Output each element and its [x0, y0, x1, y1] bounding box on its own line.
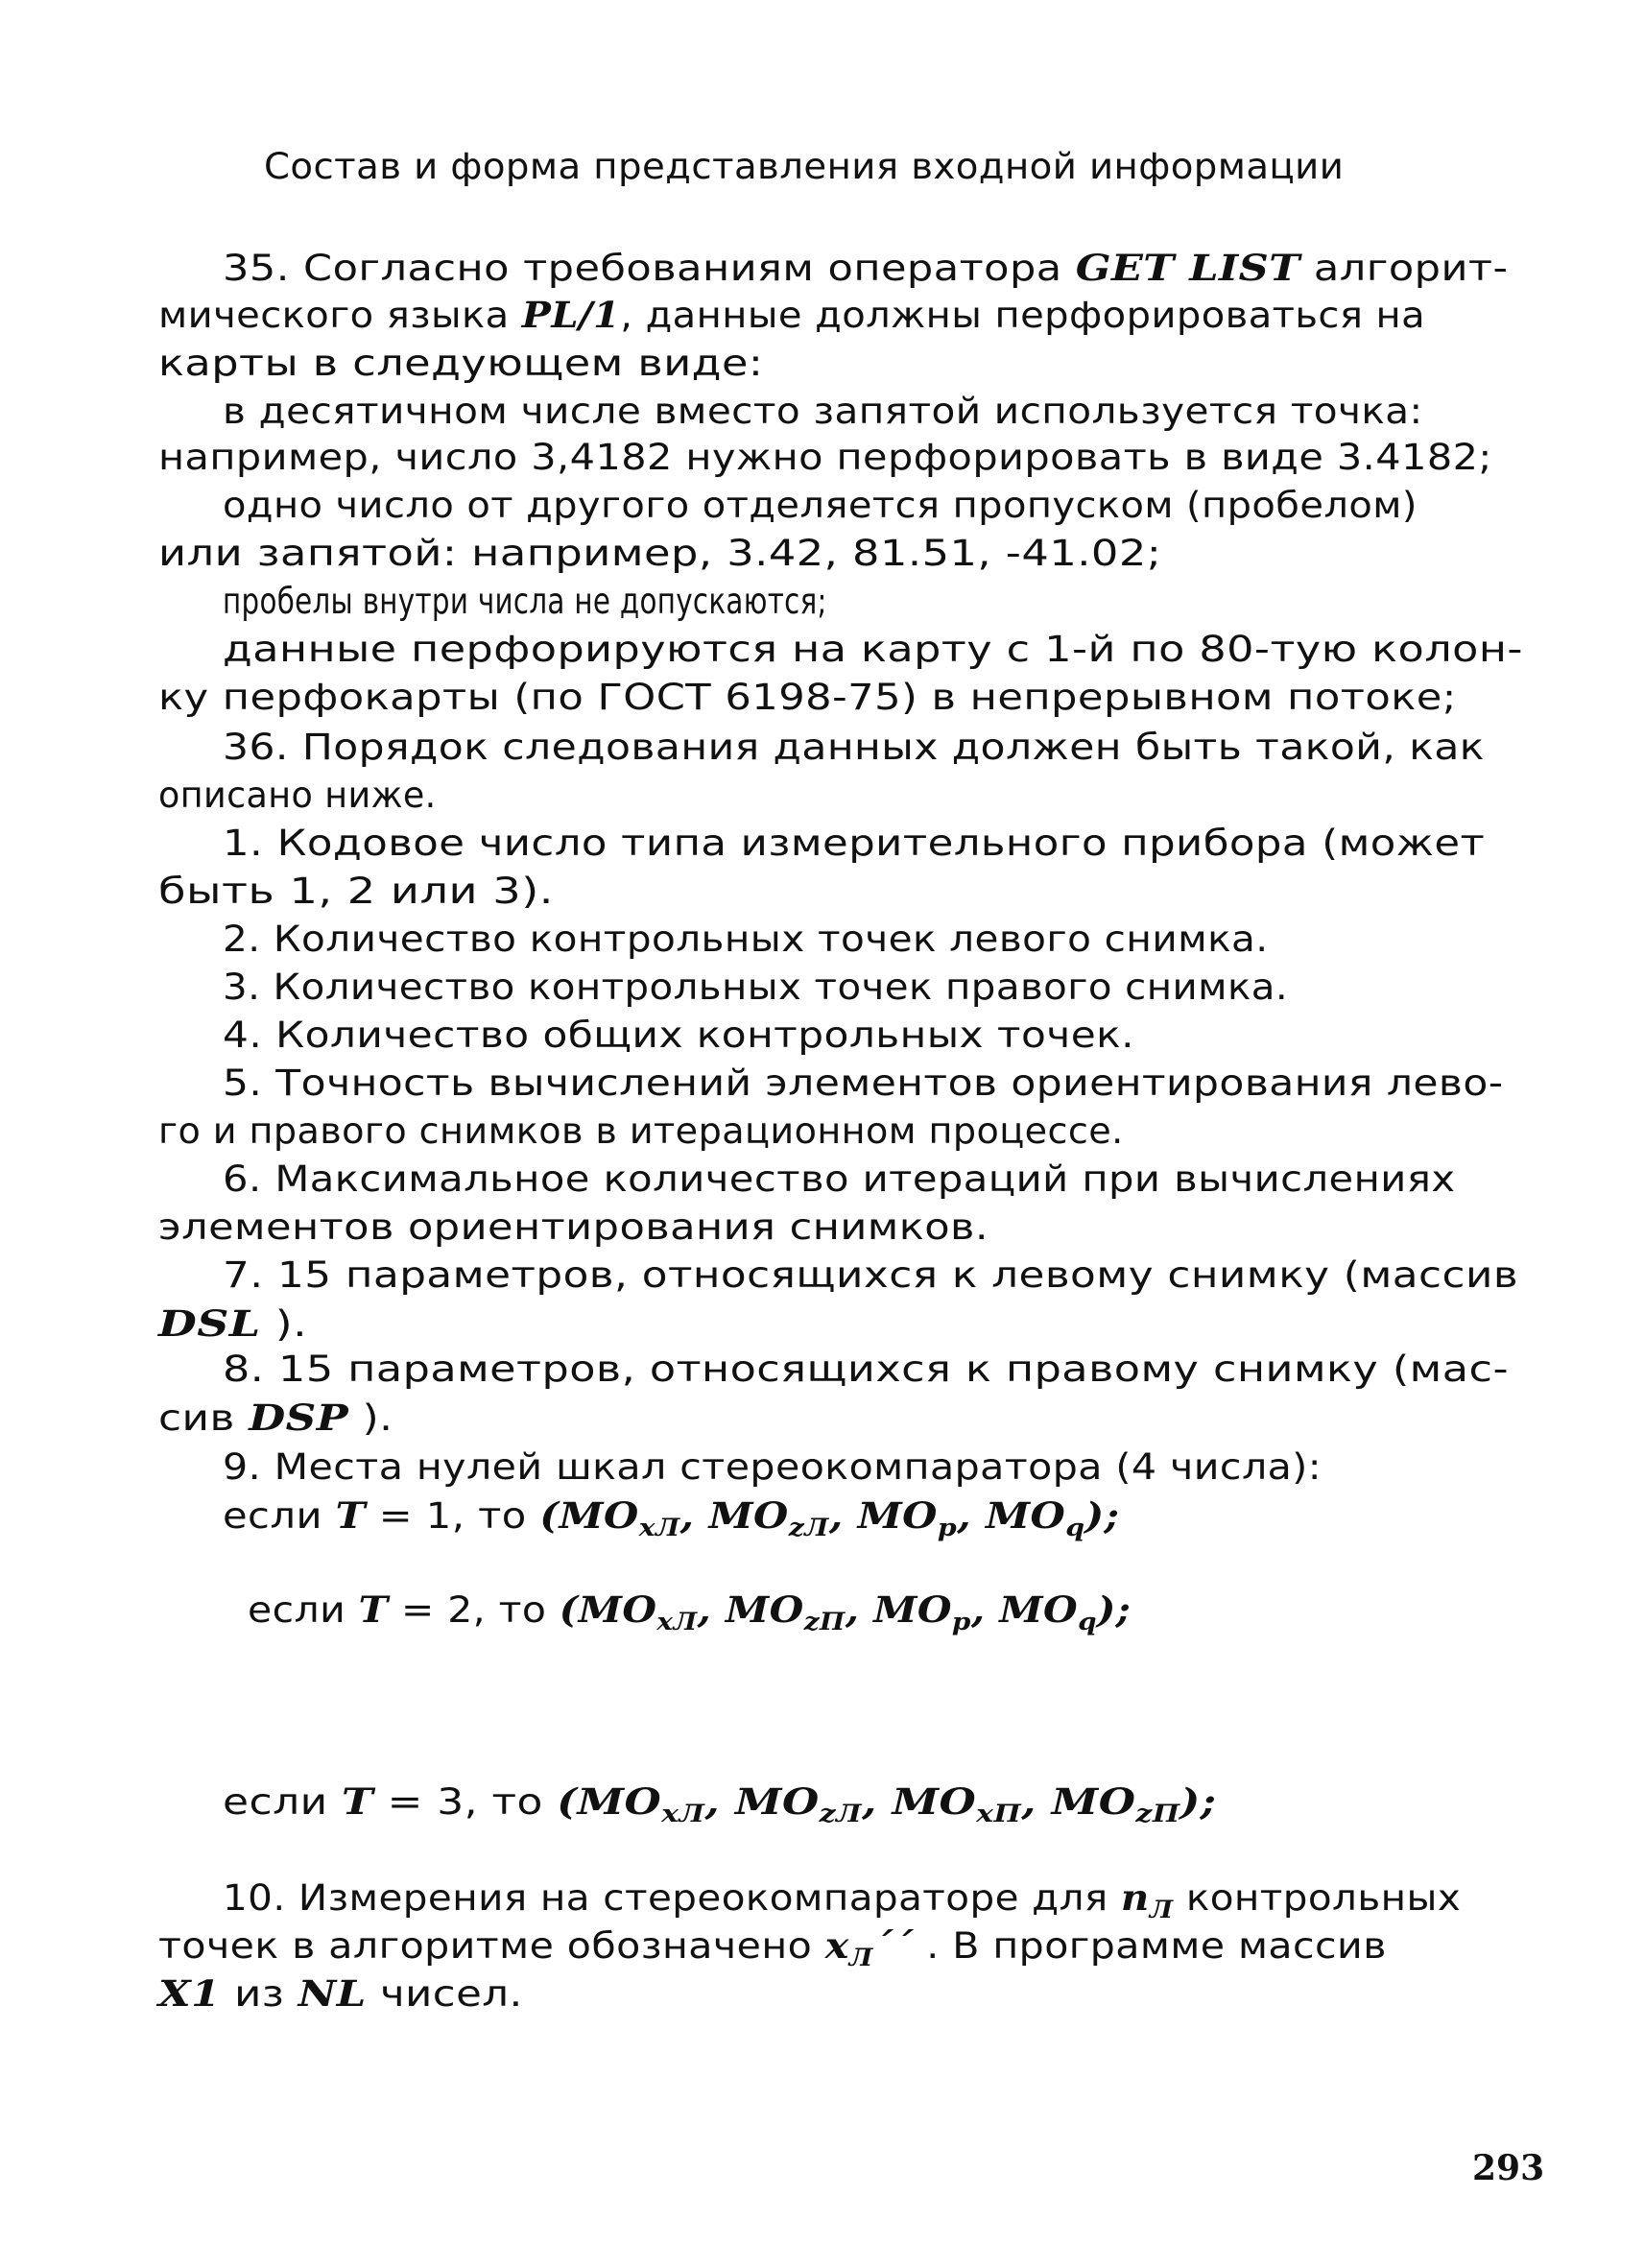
italic-text: x [824, 1924, 849, 1967]
text-line [223, 821, 1485, 867]
text-run: или запятой: например, 3.42, 81.51, -41.02; [158, 533, 1162, 574]
italic-text: X1 [158, 1972, 221, 2015]
text-line [158, 1395, 393, 1442]
text-line [223, 1157, 1455, 1203]
text-line [223, 627, 1523, 673]
text-run: 7. 15 параметров, относящихся к левому снимку (массив [223, 1254, 1519, 1296]
italic-text: NL [298, 1972, 367, 2015]
text-run: быть 1, 2 или 3). [158, 871, 554, 912]
text-line [223, 1444, 1322, 1491]
subscript-text: Л [848, 1943, 873, 1972]
text-run: 2. Количество контрольных точек левого снимка. [223, 919, 1269, 960]
text-run: 4. Количество общих контрольных точек. [223, 1015, 1135, 1056]
text-run: из [220, 1973, 298, 2015]
text-line [223, 1492, 1119, 1550]
italic-text: (MO [557, 1780, 662, 1823]
text-run: 3. Количество контрольных точек правого снимка. [223, 967, 1289, 1008]
subscript-text: q [1078, 1607, 1097, 1636]
text-run: 36. Порядок следования данных должен быть такой, как [223, 727, 1485, 768]
text-run: 6. Максимальное количество итераций при вычислениях [223, 1158, 1456, 1200]
text-run: точек в алгоритме обозначено [158, 1925, 825, 1967]
text-line [158, 1970, 523, 2017]
text-run: 1. Кодовое число типа измерительного прибора (может [223, 823, 1486, 864]
text-run: пробелы внутри числа не допускаются; [223, 581, 827, 622]
text-run: описано ниже. [158, 775, 437, 816]
text-line [158, 773, 437, 819]
italic-text: , MO [970, 1588, 1079, 1631]
subscript-text: zП [1135, 1799, 1180, 1828]
text-run: алгорит- [1299, 248, 1509, 289]
italic-text: T [335, 1494, 367, 1537]
text-run: = 2, то [388, 1589, 560, 1631]
text-run: = 3, то [373, 1781, 558, 1823]
italic-text: , MO [1021, 1780, 1136, 1823]
subscript-text: q [1065, 1513, 1085, 1542]
text-run: 35. Согласно требованиям оператора [223, 248, 1076, 289]
text-line [223, 917, 1269, 963]
italic-text: n [1120, 1876, 1150, 1919]
italic-text: , MO [957, 1494, 1066, 1537]
text-run: в десятичном числе вместо запятой используется точка: [223, 391, 1423, 432]
italic-text: , MO [697, 1588, 804, 1631]
text-run: карты в следующем виде: [158, 343, 764, 384]
subscript-text: zП [803, 1607, 846, 1636]
subscript-text: p [951, 1607, 971, 1636]
text-run: чисел. [366, 1973, 523, 2015]
text-run: если [223, 1781, 343, 1823]
text-line [158, 292, 1425, 339]
text-line [248, 1587, 1131, 1644]
italic-text: GET LIST [1075, 247, 1300, 289]
text-line [158, 675, 1457, 721]
italic-text: ); [1096, 1588, 1132, 1631]
text-run: , данные должны перфорироваться на [620, 295, 1426, 336]
text-run: . В программе массив [913, 1925, 1387, 1967]
italic-text: , MO [845, 1588, 952, 1631]
italic-text: ); [1179, 1780, 1217, 1823]
text-line [158, 1205, 989, 1251]
text-run: если [223, 1495, 336, 1537]
subscript-text: xЛ [661, 1799, 705, 1828]
text-line [223, 1013, 1134, 1059]
subscript-text: Л [1149, 1895, 1174, 1924]
text-run: ку перфокарты (по ГОСТ 6198-75) в непрерывном потоке; [158, 677, 1457, 718]
text-line [223, 245, 1508, 292]
italic-text: DSP [249, 1397, 349, 1439]
text-run: 9. Места нулей шкал стереокомпаратора (4 числа): [223, 1446, 1322, 1488]
text-run: данные перфорируются на карту с 1-й по 80-тую колон- [223, 629, 1523, 670]
text-run: 10. Измерения на стереокомпараторе для [223, 1877, 1121, 1919]
text-run: ). [348, 1397, 393, 1439]
italic-text: DSL [158, 1302, 261, 1345]
italic-text: , MO [861, 1780, 977, 1823]
text-line [158, 435, 1492, 481]
text-run: контрольных [1173, 1877, 1462, 1919]
text-run: = 1, то [366, 1495, 540, 1537]
text-run: сив [158, 1397, 250, 1439]
subscript-text: xЛ [638, 1513, 680, 1542]
text-run: элементов ориентирования снимков. [158, 1206, 989, 1248]
text-line [223, 725, 1485, 771]
subscript-text: zЛ [819, 1799, 862, 1828]
text-run: одно число от другого отделяется пропуском (пробелом) [223, 485, 1418, 526]
text-line [158, 531, 1161, 577]
italic-text: T [342, 1780, 374, 1823]
italic-text: (MO [559, 1588, 657, 1631]
page-number: 293 [1472, 2148, 1545, 2188]
text-line [158, 1301, 307, 1348]
text-line [223, 579, 827, 625]
text-run: ). [260, 1303, 308, 1345]
italic-text: , MO [828, 1494, 938, 1537]
text-line [223, 483, 1418, 529]
italic-text: , MO [679, 1494, 789, 1537]
text-line [223, 1779, 1216, 1836]
italic-text: , MO [704, 1780, 820, 1823]
page-heading: Состав и форма представления входной информации [264, 146, 1345, 187]
subscript-text: zЛ [788, 1513, 829, 1542]
text-line [223, 1061, 1504, 1107]
italic-text: T [358, 1588, 389, 1631]
text-line [223, 389, 1423, 435]
text-line [223, 1347, 1509, 1393]
text-run: го и правого снимков в итерационном процессе. [158, 1110, 1124, 1152]
text-line [223, 1253, 1518, 1299]
text-run: 5. Точность вычислений элементов ориентирования лево- [223, 1062, 1504, 1104]
text-run: мического языка [158, 295, 522, 336]
text-line [158, 869, 554, 915]
italic-text: PL/1 [521, 294, 621, 336]
text-run: 8. 15 параметров, относящихся к правому снимку (мас- [223, 1349, 1509, 1390]
subscript-text: xЛ [656, 1607, 698, 1636]
italic-text: (MO [539, 1494, 639, 1537]
italic-text: ); [1084, 1494, 1120, 1537]
text-line [223, 965, 1288, 1011]
text-run: если [248, 1589, 359, 1631]
text-line [158, 341, 763, 387]
subscript-text: xП [976, 1799, 1022, 1828]
text-line [158, 1109, 1124, 1155]
subscript-text: p [937, 1513, 958, 1542]
text-run: например, число 3,4182 нужно перфорировать в виде 3.4182; [158, 437, 1492, 478]
italic-text: ´´ [872, 1924, 914, 1967]
